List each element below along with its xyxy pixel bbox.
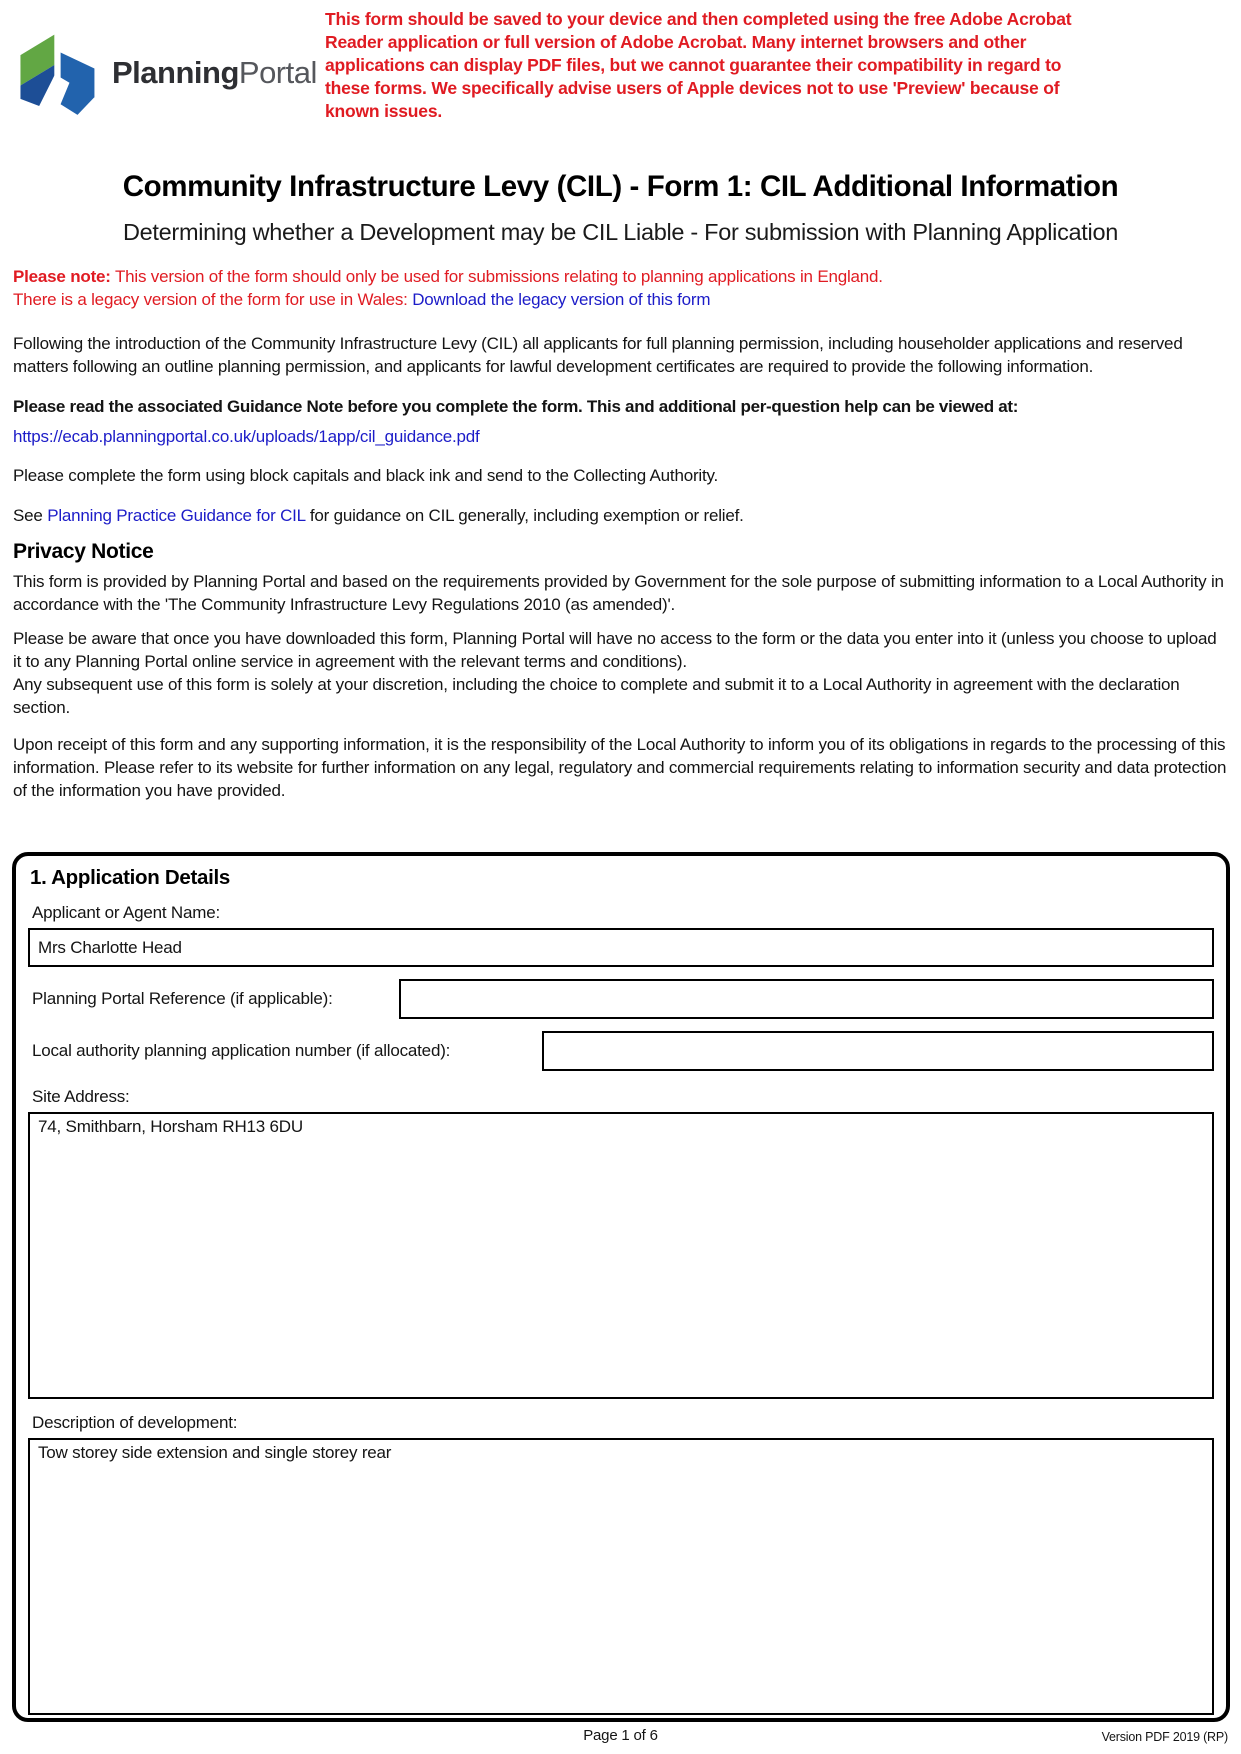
form-subtitle: Determining whether a Development may be CIL Liable - For submission with Planning Application — [122, 219, 1118, 245]
pp-reference-input[interactable] — [399, 979, 1214, 1019]
brand-planning: Planning — [112, 55, 239, 90]
privacy-paragraph-2b: Any subsequent use of this form is solely at your discretion, including the choice to complete and submit it to a Local Authority in agreement with the declaration section. — [13, 675, 1180, 717]
guidance-url-link[interactable]: https://ecab.planningportal.co.uk/uploads/1app/cil_guidance.pdf — [13, 427, 480, 446]
legacy-form-link[interactable]: Download the legacy version of this form — [412, 290, 711, 309]
applicant-name-label: Applicant or Agent Name: — [32, 903, 220, 922]
version-label: Version PDF 2019 (RP) — [1101, 1730, 1228, 1744]
privacy-paragraph-1: This form is provided by Planning Portal and based on the requirements provided by Government for the sole purpose of submitting information to a Local Authority in accordance with the 'The Community Infrastructure Levy Regulations 2010 (as amended)'. — [13, 572, 1224, 614]
privacy-notice-heading: Privacy Notice — [13, 540, 154, 563]
see-guidance-line — [13, 504, 1228, 527]
guidance-note-text: Please read the associated Guidance Note before you complete the form. This and additional per-question help can be viewed at: — [13, 397, 1019, 416]
block-capitals-text: Please complete the form using block capitals and black ink and send to the Collecting Authority. — [13, 466, 719, 485]
brand-portal: Portal — [238, 55, 317, 90]
adobe-warning-text: This form should be saved to your device and then completed using the free Adobe Acrobat Reader application or full version of Adobe Acrobat. Many internet browsers and other applications can display PDF files, but we cannot guarantee their compatibility in regard to these forms. We specifically advise users of Apple devices not to use 'Preview' because of known issues. — [325, 9, 1072, 121]
intro-content — [0, 170, 1241, 802]
description-textarea[interactable] — [28, 1438, 1214, 1715]
see-prefix: See — [13, 506, 43, 525]
page-footer — [0, 1727, 1241, 1751]
applicant-name-input[interactable] — [28, 928, 1214, 967]
pp-reference-row — [28, 979, 1214, 1019]
site-address-textarea[interactable] — [28, 1112, 1214, 1399]
page-number: Page 1 of 6 — [583, 1727, 658, 1744]
privacy-paragraph-3: Upon receipt of this form and any supporting information, it is the responsibility of the Local Authority to inform you of its obligations in regards to the processing of this information. Please refer to its website for further information on any legal, regulatory and commercial requirements relating to information security and data protection of the information you have provided. — [13, 735, 1227, 800]
planning-portal-logo — [16, 30, 317, 116]
application-details-section — [12, 852, 1230, 1722]
please-note-wales: There is a legacy version of the form for use in Wales: — [13, 290, 408, 309]
privacy-paragraph-2 — [13, 627, 1228, 719]
privacy-paragraph-2a: Please be aware that once you have downloaded this form, Planning Portal will have no access to the form or the data you enter into it (unless you choose to upload it to any Planning Portal online service in agreement with the relevant terms and conditions). — [13, 629, 1217, 671]
la-number-label: Local authority planning application number (if allocated): — [32, 1041, 451, 1060]
see-suffix: for guidance on CIL generally, including exemption or relief. — [309, 506, 744, 525]
la-number-row — [28, 1031, 1214, 1071]
brand-wordmark — [112, 55, 317, 91]
la-number-input[interactable] — [542, 1031, 1214, 1071]
description-label: Description of development: — [32, 1413, 238, 1432]
site-address-label: Site Address: — [32, 1087, 130, 1106]
pp-reference-label: Planning Portal Reference (if applicable): — [32, 989, 333, 1008]
please-note-block — [13, 265, 1228, 311]
section-heading: 1. Application Details — [30, 866, 230, 889]
form-title: Community Infrastructure Levy (CIL) - Form 1: CIL Additional Information — [122, 170, 1119, 203]
page-header — [0, 0, 1241, 148]
please-note-label: Please note: — [13, 267, 111, 286]
ppg-cil-link[interactable]: Planning Practice Guidance for CIL — [47, 506, 306, 525]
please-note-england: This version of the form should only be used for submissions relating to planning applications in England. — [114, 267, 883, 286]
planning-portal-logo-icon — [16, 30, 98, 116]
intro-paragraph: Following the introduction of the Community Infrastructure Levy (CIL) all applicants for full planning permission, including householder applications and reserved matters following an outline planning permission, and applicants for lawful development certificates are required to provide the following information. — [13, 334, 1183, 376]
